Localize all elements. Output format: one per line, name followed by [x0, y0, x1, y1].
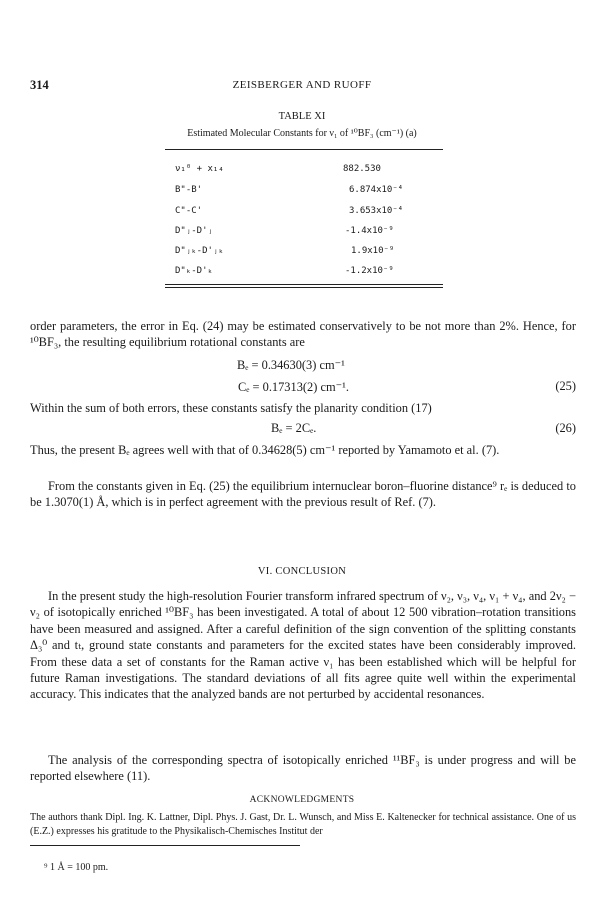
paragraph: order parameters, the error in Eq. (24) may be estimated conservatively to be not more than 2%. Hence, for ¹⁰BF₃, the resulting equilibrium rotational constants are	[30, 319, 576, 350]
paragraph: From the constants given in Eq. (25) the equilibrium internuclear boron–fluorine distance⁹ rₑ is deduced to be 1.3070(1) Å, which is in perfect agreement with the previous result of Ref. (7).	[30, 479, 576, 510]
equation-26: Bₑ = 2Cₑ.	[271, 421, 317, 435]
table-value: -1.2x10⁻⁹	[345, 266, 394, 276]
table-row	[175, 164, 435, 182]
paragraph: Thus, the present Bₑ agrees well with that of 0.34628(5) cm⁻¹ reported by Yamamoto et al. (7).	[30, 443, 500, 457]
paragraph: Within the sum of both errors, these constants satisfy the planarity condition (17)	[30, 401, 432, 415]
table-row	[175, 246, 435, 264]
paragraph: The analysis of the corresponding spectra of isotopically enriched ¹¹BF₃ is under progress and will be reported elsewhere (11).	[30, 753, 576, 784]
table-param: ν₁⁰ + x₁₄	[175, 164, 224, 174]
footnote: ⁹ 1 Å = 100 pm.	[44, 862, 109, 873]
page-number: 314	[30, 78, 49, 92]
table-param: C"-C'	[175, 206, 203, 216]
table-caption: Estimated Molecular Constants for ν₁ of ¹⁰BF₃ (cm⁻¹) (a)	[187, 128, 417, 139]
table-param: D"ⱼ-D'ⱼ	[175, 226, 213, 236]
table-param: B"-B'	[175, 185, 203, 195]
table-label: TABLE XI	[278, 111, 326, 122]
table-param: D"ⱼₖ-D'ⱼₖ	[175, 246, 224, 256]
table-row	[175, 185, 435, 203]
table-top-rule	[165, 149, 443, 150]
table-value: 3.653x10⁻⁴	[349, 206, 404, 216]
ack-heading: ACKNOWLEDGMENTS	[249, 795, 355, 805]
equation-number: (25)	[555, 379, 576, 393]
table-bottom-rule	[165, 284, 443, 285]
table-row	[175, 266, 435, 284]
equation-25a: Bₑ = 0.34630(3) cm⁻¹	[237, 358, 345, 372]
acknowledgments-text: The authors thank Dipl. Ing. K. Lattner, Dipl. Phys. J. Gast, Dr. L. Wunsch, and Miss E. Kaltenecker for technical assistance. One of us (E.Z.) expresses his gratitude to the Physikalisch-Chemisches Institut der	[30, 812, 576, 837]
paragraph: In the present study the high-resolution Fourier transform infrared spectrum of ν₂, ν₃, ν₄, ν₁ + ν₄, and 2ν₂ − ν₂ of isotopically enriched ¹⁰BF₃ has been investigated. A total of about 12 500 vibration–rotation transitions have been measured and assigned. After a careful definition of the sign convention of the splitting constants Δ₃⁰ and tₜ, ground state constants and parameters for the excited states have been considerably improved. From these data a set of constants for the Raman active ν₁ has been established which will be helpful for future Raman investigations. The standard deviations of all fits agree quite well within the experimental accuracy. This indicates that the analyzed bands are not perturbed by accidental resonances.	[30, 589, 576, 702]
table-value: 1.9x10⁻⁹	[351, 246, 395, 256]
table-param: D"ₖ-D'ₖ	[175, 266, 213, 276]
table-value: -1.4x10⁻⁹	[345, 226, 394, 236]
equation-number: (26)	[555, 421, 576, 435]
table-value: 882.530	[343, 164, 381, 174]
footnote-rule	[30, 845, 300, 846]
running-head: ZEISBERGER AND RUOFF	[232, 79, 372, 91]
equation-25b: Cₑ = 0.17313(2) cm⁻¹.	[238, 380, 349, 394]
section-heading: VI. CONCLUSION	[257, 566, 347, 577]
table-value: 6.874x10⁻⁴	[349, 185, 404, 195]
table-bottom-rule	[165, 287, 443, 288]
table-row	[175, 226, 435, 244]
table-row	[175, 206, 435, 224]
